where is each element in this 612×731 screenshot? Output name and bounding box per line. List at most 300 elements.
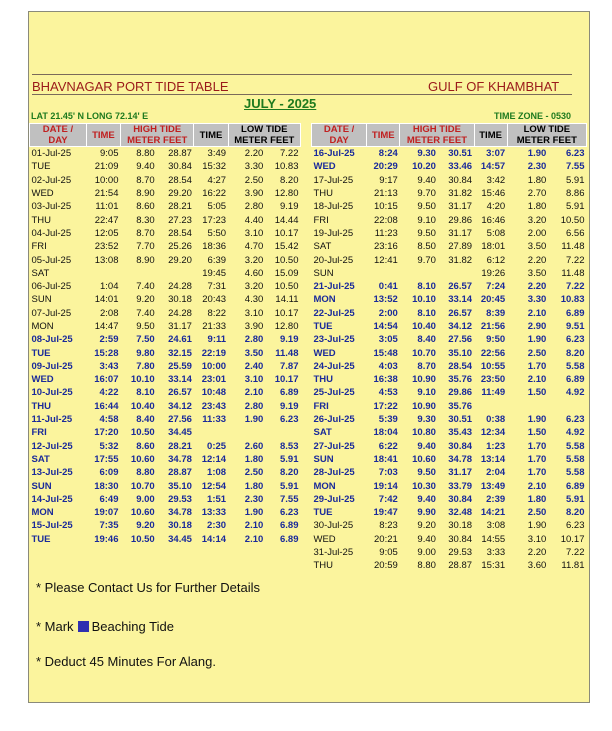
high-meter-cell: 7.50 [136,334,155,346]
date-cell: WED [313,161,336,173]
table-row [312,426,587,439]
table-row [312,559,587,572]
high-feet-cell: 33.79 [448,480,473,492]
table-row [30,227,301,240]
high-time-cell: 10:00 [94,174,119,186]
date-cell: 02-Jul-25 [31,174,72,186]
table-row [30,360,301,373]
header-high-tide: HIGH TIDE METER FEET [400,124,474,147]
date-cell: THU [31,214,52,226]
low-meter-cell: 3.30 [244,161,264,173]
low-meter-cell: 1.90 [244,507,264,519]
high-feet-cell: 29.20 [168,254,192,266]
date-cell: 10-Jul-25 [31,387,73,399]
high-feet-cell: 30.84 [448,493,473,505]
date-cell: 29-Jul-25 [313,493,355,505]
low-feet-cell: 10.83 [274,161,299,173]
low-meter-cell: 2.20 [527,254,547,266]
table-row [312,400,587,413]
table-row [30,213,301,226]
date-cell: 28-Jul-25 [313,467,355,479]
note-mark-prefix: * Mark [36,619,74,634]
table-row [30,280,301,293]
date-cell: TUE [313,507,333,519]
high-time-cell: 19:07 [94,507,119,519]
date-cell: 22-Jul-25 [313,307,355,319]
high-time-cell: 22:47 [94,214,119,226]
high-meter-cell: 10.30 [412,480,436,492]
high-time-cell: 18:41 [373,453,398,465]
high-time-cell: 9:05 [100,148,119,160]
date-cell: SUN [313,453,334,465]
date-cell: FRI [31,241,47,253]
low-meter-cell: 2.50 [527,507,547,519]
table-row [312,373,587,386]
date-cell: 01-Jul-25 [31,148,72,160]
high-time-cell: 7:35 [99,520,119,532]
low-time-cell: 2:39 [486,493,506,505]
high-meter-cell [400,267,438,280]
low-time-cell: 6:39 [207,254,227,266]
date-cell: 14-Jul-25 [31,493,73,505]
low-meter-cell: 3.10 [244,227,264,239]
table-row [312,479,587,492]
low-feet-cell: 6.89 [280,520,299,532]
date-cell: SAT [31,267,50,279]
high-feet-cell: 33.14 [168,374,192,386]
low-feet-cell: 6.23 [566,148,585,160]
high-meter-cell: 8.40 [136,414,155,426]
date-cell: THU [313,560,334,572]
high-meter-cell: 9.50 [136,321,155,332]
high-feet-cell: 29.53 [168,493,192,505]
high-feet-cell: 25.26 [168,241,192,253]
high-meter-cell: 10.50 [130,427,155,439]
table-row [30,187,301,200]
low-meter-cell: 1.80 [527,201,547,213]
high-meter-cell: 9.40 [417,493,436,505]
high-meter-cell: 8.90 [136,188,155,200]
high-meter-cell: 7.70 [136,241,155,253]
low-time-cell: 8:22 [207,307,227,319]
low-time-cell: 23:43 [201,400,227,412]
high-time-cell: 21:13 [374,188,398,200]
low-time-cell: 15:31 [481,560,506,572]
low-meter-cell: 1.70 [527,360,547,372]
header-low-time: TIME [194,124,228,147]
high-time-cell: 20:59 [374,560,398,572]
high-meter-cell: 8.80 [136,467,155,479]
high-feet-cell: 28.87 [448,560,473,572]
table-row [30,267,301,280]
high-feet-cell: 25.59 [168,360,192,372]
low-time-cell: 3:33 [486,547,506,559]
table-row [30,466,301,479]
high-feet-cell: 34.78 [168,453,192,465]
high-time-cell: 4:22 [99,387,119,399]
table-row [312,240,587,253]
low-meter-cell: 1.80 [527,493,547,505]
header-date: DATE / DAY [312,124,367,147]
table-row [312,174,587,187]
date-cell: 24-Jul-25 [313,360,355,372]
note-contact: * Please Contact Us for Further Details [36,580,260,595]
table-row [312,160,587,173]
date-cell: 31-Jul-25 [313,547,354,559]
low-time-cell: 13:14 [480,453,506,465]
high-meter-cell: 8.70 [136,174,155,186]
high-feet-cell: 31.17 [168,321,192,332]
high-meter-cell: 7.40 [136,281,155,293]
high-feet-cell: 30.18 [168,294,192,306]
top-rule [32,74,572,75]
low-time-cell: 21:33 [202,321,227,332]
low-meter-cell: 3.10 [527,533,547,545]
date-cell: 27-Jul-25 [313,440,355,452]
table-row [30,293,301,306]
low-meter-cell: 2.30 [244,493,264,505]
high-meter-cell: 9.30 [417,148,436,160]
table-row [312,466,587,479]
high-feet-cell: 30.51 [448,414,473,426]
high-time-cell: 17:55 [94,453,119,465]
table-row [312,187,587,200]
high-feet-cell: 35.43 [448,427,473,439]
high-meter-cell: 9.00 [417,547,436,559]
low-time-cell: 4:20 [486,201,506,213]
high-time-cell: 22:08 [374,214,398,226]
low-meter-cell: 2.50 [527,347,547,359]
low-meter-cell: 1.70 [527,440,547,452]
table-row [30,307,301,320]
note-deduct: * Deduct 45 Minutes For Alang. [36,654,216,669]
low-time-cell: 2:30 [207,520,227,532]
low-time-cell: 16:22 [202,188,227,200]
low-feet-cell: 8.20 [280,174,299,186]
high-meter-cell: 9.00 [136,493,155,505]
low-time-cell: 1:23 [486,440,506,452]
table-row [312,280,587,293]
table-row [30,253,301,266]
low-feet-cell: 5.58 [566,453,585,465]
high-meter-cell: 10.60 [130,507,155,519]
low-feet-cell: 11.48 [561,241,585,253]
low-feet-cell: 9.19 [280,201,299,213]
table-row [312,413,587,426]
low-meter-cell: 1.80 [527,174,547,186]
high-meter-cell: 10.60 [130,453,155,465]
low-time-cell: 9:50 [486,334,506,346]
low-time-cell: 17:23 [202,214,227,226]
table-row [30,453,301,466]
low-meter-cell: 3.10 [244,374,264,386]
high-time-cell: 23:16 [374,241,398,253]
header-low-tide: LOW TIDE METER FEET [507,124,586,147]
low-time-cell: 5:05 [207,201,227,213]
low-feet-cell: 10.17 [274,374,299,386]
date-cell: SAT [313,241,332,253]
low-feet-cell: 5.91 [566,201,585,213]
low-feet-cell: 5.58 [566,360,585,372]
low-feet-cell: 6.23 [566,414,585,426]
high-feet-cell: 30.18 [448,520,473,532]
low-feet-cell: 6.56 [566,227,585,239]
high-time-cell: 12:41 [374,254,398,266]
low-meter-cell [228,426,265,439]
low-meter-cell: 2.70 [527,188,547,200]
high-feet-cell: 34.12 [168,400,192,412]
low-meter-cell: 2.30 [527,161,547,173]
low-feet-cell: 6.89 [566,307,585,319]
low-time-cell: 11:33 [202,414,227,426]
high-feet-cell: 28.54 [448,360,473,372]
high-meter-cell: 9.20 [417,520,436,532]
high-time-cell: 6:22 [378,440,398,452]
date-cell: TUE [31,533,51,545]
low-meter-cell: 3.20 [244,254,264,266]
high-meter-cell: 10.40 [130,400,155,412]
page-title: BHAVNAGAR PORT TIDE TABLE [32,79,229,94]
lat-long-label: LAT 21.45' N LONG 72.14' E [31,111,149,121]
date-cell: WED [313,347,336,359]
table-row [30,426,301,439]
high-meter-cell: 7.40 [136,307,155,319]
low-meter-cell: 1.70 [527,453,547,465]
table-row [30,174,301,187]
header-date: DATE / DAY [30,124,87,147]
high-time-cell: 20:21 [374,533,398,545]
low-meter-cell: 2.50 [244,174,264,186]
high-time-cell: 13:52 [373,294,398,306]
high-time-cell: 8:23 [379,520,398,532]
high-feet-cell: 35.76 [448,400,473,412]
date-cell: 12-Jul-25 [31,440,73,452]
low-meter-cell: 1.80 [244,480,264,492]
low-meter-cell: 1.90 [527,334,547,346]
low-meter-cell: 1.80 [244,453,264,465]
note-mark-suffix: Beaching Tide [91,619,174,634]
table-row [30,147,301,161]
date-cell: 05-Jul-25 [31,254,72,266]
header-low-tide: LOW TIDE METER FEET [228,124,300,147]
low-meter-cell: 1.90 [244,414,264,426]
low-feet-cell: 7.55 [566,161,585,173]
region-title: GULF OF KHAMBHAT [428,79,560,94]
low-meter-cell: 2.10 [527,307,547,319]
low-meter-cell: 1.50 [527,387,547,399]
high-feet-cell: 26.57 [168,387,192,399]
low-time-cell: 14:55 [481,533,506,545]
high-time-cell: 14:54 [373,321,398,332]
high-meter-cell: 9.30 [417,414,436,426]
low-feet-cell: 7.22 [280,148,299,160]
tide-rows-left [30,147,301,546]
table-row [312,440,587,453]
header-high-time: TIME [86,124,120,147]
high-feet-cell: 35.76 [448,374,473,386]
high-time-cell: 4:53 [378,387,398,399]
high-meter-cell: 8.60 [136,201,155,213]
low-meter-cell: 1.50 [527,427,547,439]
low-meter-cell: 3.20 [527,214,547,226]
low-feet-cell: 8.86 [566,188,585,200]
date-cell: FRI [31,427,47,439]
date-cell: 06-Jul-25 [31,281,72,293]
low-meter-cell: 1.70 [527,467,547,479]
high-meter-cell: 8.10 [417,281,436,293]
low-feet-cell: 11.48 [275,347,299,359]
low-feet-cell: 5.91 [280,453,299,465]
high-feet-cell: 33.46 [448,161,473,173]
low-time-cell: 7:31 [207,281,227,293]
low-meter-cell: 1.90 [527,148,547,160]
table-row [30,373,301,386]
low-meter-cell: 2.20 [527,547,547,559]
low-time-cell [194,426,228,439]
low-feet-cell: 4.92 [566,427,585,439]
high-time-cell: 19:46 [94,533,119,545]
high-feet-cell: 27.89 [448,241,473,253]
high-meter-cell: 9.90 [417,507,436,519]
low-feet-cell: 10.17 [274,307,299,319]
table-row [312,213,587,226]
high-meter-cell: 8.90 [136,254,155,266]
low-feet-cell: 14.11 [275,294,299,306]
low-time-cell: 6:12 [486,254,506,266]
high-feet-cell: 32.48 [448,507,473,519]
low-meter-cell: 3.30 [527,294,547,306]
table-row [312,307,587,320]
low-meter-cell: 2.50 [244,467,264,479]
high-meter-cell: 8.80 [136,148,155,160]
high-meter-cell: 10.90 [412,400,436,412]
high-meter-cell: 10.80 [412,427,436,439]
low-feet-cell: 9.51 [566,321,585,332]
high-time-cell: 11:01 [95,201,119,213]
table-row [312,533,587,546]
high-time-cell: 19:14 [373,480,398,492]
high-feet-cell: 29.86 [448,387,473,399]
low-time-cell: 20:45 [480,294,506,306]
high-feet-cell: 28.87 [168,467,192,479]
high-meter-cell: 10.40 [412,321,436,332]
high-feet-cell: 27.56 [168,414,192,426]
high-feet-cell: 27.23 [168,214,192,226]
high-meter-cell: 8.70 [417,360,436,372]
table-row [312,293,587,306]
low-feet-cell: 5.91 [280,480,299,492]
date-cell: WED [313,533,336,545]
high-meter-cell: 8.10 [136,387,155,399]
date-cell: 17-Jul-25 [313,174,354,186]
high-feet-cell: 30.84 [448,440,473,452]
month-title: JULY - 2025 [244,96,317,111]
high-feet-cell [438,267,474,280]
low-time-cell: 10:55 [480,360,506,372]
high-time-cell: 3:43 [99,360,119,372]
low-meter-cell: 2.80 [244,400,264,412]
low-time-cell: 4:27 [207,174,227,186]
high-feet-cell: 28.21 [168,440,192,452]
high-time-cell: 8:24 [378,148,398,160]
table-row [312,493,587,506]
header-high-tide: HIGH TIDE METER FEET [121,124,194,147]
high-meter-cell: 8.70 [136,227,155,239]
low-time-cell: 18:01 [481,241,506,253]
high-time-cell: 7:42 [378,493,398,505]
low-meter-cell: 2.10 [527,374,547,386]
table-row [30,333,301,346]
high-time-cell: 7:03 [378,467,398,479]
date-cell: 04-Jul-25 [31,227,72,239]
high-feet-cell: 34.45 [168,533,192,545]
high-feet-cell: 34.78 [168,507,192,519]
low-meter-cell: 3.50 [244,347,264,359]
high-time-cell: 4:58 [99,414,119,426]
low-time-cell: 15:32 [202,161,227,173]
high-meter-cell: 10.60 [412,453,436,465]
high-meter-cell: 8.80 [417,560,436,572]
low-meter-cell: 2.10 [244,520,264,532]
high-time-cell: 20:29 [373,161,398,173]
high-meter-cell: 10.90 [412,374,436,386]
low-meter-cell: 2.20 [244,148,264,160]
high-time-cell: 13:08 [94,254,119,266]
high-time-cell: 3:05 [378,334,398,346]
high-meter-cell: 9.40 [136,161,155,173]
date-cell: 21-Jul-25 [313,281,355,293]
date-cell: SAT [313,427,332,439]
high-time-cell: 17:22 [373,400,398,412]
low-meter-cell: 4.60 [244,267,264,279]
low-meter-cell: 4.40 [244,214,264,226]
header-low-time: TIME [474,124,507,147]
low-meter-cell: 2.20 [527,281,547,293]
date-cell: 25-Jul-25 [313,387,355,399]
low-feet-cell: 11.48 [561,267,585,279]
low-time-cell: 7:24 [486,281,506,293]
low-time-cell: 14:21 [480,507,506,519]
high-feet-cell: 27.56 [448,334,473,346]
low-feet-cell: 8.20 [280,467,299,479]
low-time-cell: 23:50 [480,374,506,386]
low-time-cell: 18:36 [202,241,227,253]
date-cell: 07-Jul-25 [31,307,72,319]
high-feet-cell: 30.84 [448,533,473,545]
high-time-cell: 17:20 [94,427,119,439]
high-meter-cell [121,267,157,280]
high-feet-cell: 31.17 [448,201,473,213]
high-feet-cell: 34.12 [448,321,473,332]
low-time-cell [474,400,507,413]
low-feet-cell: 5.58 [566,467,585,479]
table-row [312,253,587,266]
table-row [30,519,301,532]
high-time-cell: 2:59 [99,334,119,346]
date-cell: 11-Jul-25 [31,414,73,426]
table-row [312,519,587,532]
title-rule [32,94,572,95]
low-meter-cell: 2.80 [244,201,264,213]
low-feet-cell: 10.50 [274,254,299,266]
table-row [312,227,587,240]
date-cell: SUN [313,267,334,279]
table-row [312,453,587,466]
date-cell: FRI [313,214,329,226]
high-time-cell [86,267,120,280]
low-feet-cell: 14.44 [274,214,299,226]
low-feet-cell [548,400,586,413]
